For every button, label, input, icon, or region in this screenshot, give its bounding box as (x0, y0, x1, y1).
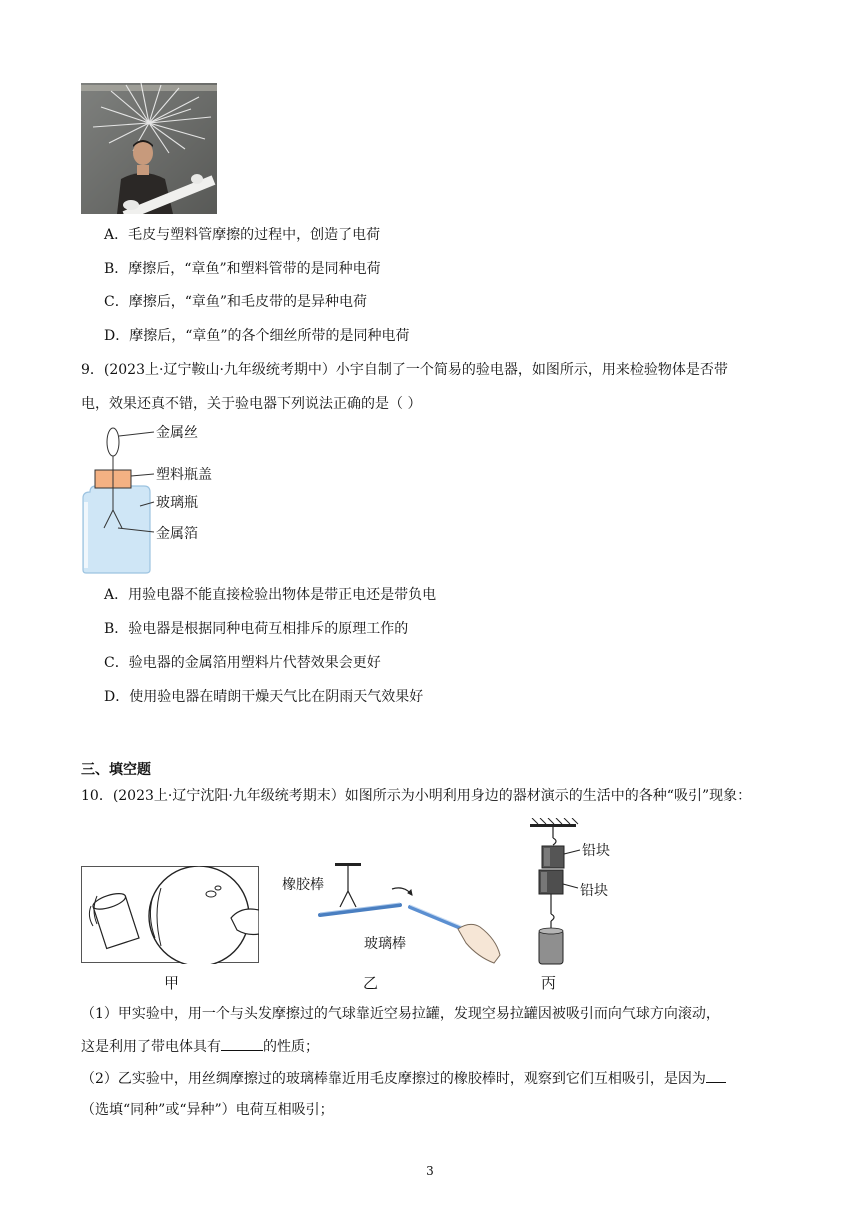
answer-blank-1[interactable] (221, 1036, 263, 1051)
section-title: 三、填空题 (81, 762, 151, 778)
label-lead-block-2: 铅块 (580, 883, 608, 899)
q9-option-b: B．验电器是根据同种电荷互相排斥的原理工作的 (104, 621, 409, 637)
q10-sub2-text-a: （2）乙实验中，用丝绸摩擦过的玻璃棒靠近用毛皮摩擦过的橡胶棒时，观察到它们互相吸引，是因为 (81, 1071, 706, 1087)
page-number: 3 (426, 1164, 434, 1178)
octopus-photo (81, 83, 217, 214)
q9-option-d: D．使用验电器在晴朗干燥天气比在阴雨天气效果好 (104, 689, 424, 705)
label-metal-foil: 金属箔 (156, 526, 198, 542)
q10-sub1-line2 (81, 1036, 319, 1057)
q8-option-a: A．毛皮与塑料管摩擦的过程中，创造了电荷 (104, 227, 381, 243)
q10-sub2-line1 (81, 1068, 726, 1089)
figure-jia (81, 866, 259, 964)
answer-blank-2[interactable] (706, 1068, 726, 1083)
q10-sub1-text-a: 这是利用了带电体具有 (81, 1039, 221, 1055)
label-glass-rod: 玻璃棒 (364, 936, 406, 952)
label-lead-block-1: 铅块 (582, 843, 610, 859)
label-metal-wire: 金属丝 (156, 425, 198, 441)
q8-option-b: B．摩擦后，“章鱼”和塑料管带的是同种电荷 (104, 261, 381, 277)
q10-stem: 10．(2023上·辽宁沈阳·九年级统考期末）如图所示为小明利用身边的器材演示的生活中的各种“吸引”现象： (81, 788, 752, 804)
caption-bing: 丙 (541, 974, 557, 992)
q8-option-c: C．摩擦后，“章鱼”和毛皮带的是异种电荷 (104, 294, 368, 310)
label-plastic-cap: 塑料瓶盖 (156, 467, 212, 483)
electroscope-figure (80, 420, 260, 575)
q10-sub1-text-b: 的性质； (263, 1039, 319, 1055)
q10-sub1-line1: （1）甲实验中，用一个与头发摩擦过的气球靠近空易拉罐，发现空易拉罐因被吸引而向气球方向滚动， (81, 1006, 720, 1022)
q8-option-d: D．摩擦后，“章鱼”的各个细丝所带的是同种电荷 (104, 328, 410, 344)
q9-stem-line2: 电，效果还真不错，关于验电器下列说法正确的是（ ） (81, 396, 422, 412)
q9-option-a: A．用验电器不能直接检验出物体是带正电还是带负电 (104, 587, 437, 603)
caption-jia: 甲 (164, 974, 180, 992)
q9-stem-line1: 9．(2023上·辽宁鞍山·九年级统考期中）小宇自制了一个简易的验电器，如图所示，用来检验物体是否带 (81, 362, 728, 378)
label-rubber-rod: 橡胶棒 (282, 877, 324, 893)
figure-bing (520, 818, 640, 968)
q10-sub2-line2: （选填“同种”或“异种”）电荷互相吸引； (81, 1102, 334, 1118)
caption-yi: 乙 (363, 974, 379, 992)
figure-yi (280, 855, 510, 970)
q9-option-c: C．验电器的金属箔用塑料片代替效果会更好 (104, 655, 381, 671)
label-glass-bottle: 玻璃瓶 (156, 495, 198, 511)
